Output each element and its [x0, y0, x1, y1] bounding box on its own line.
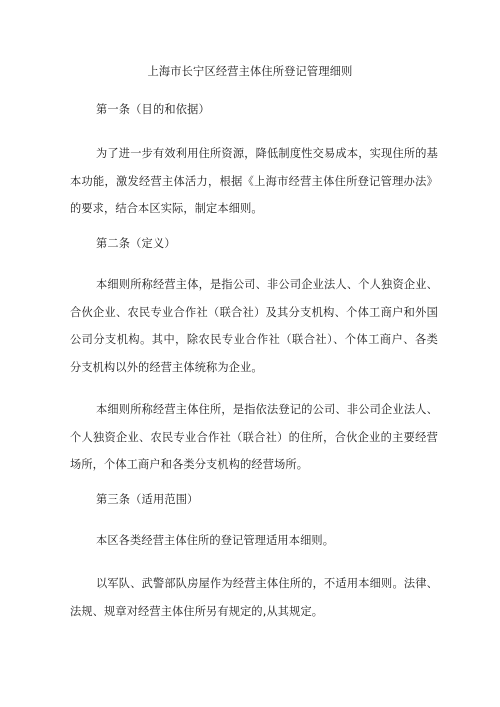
article-1-paragraph-1: 为了进一步有效利用住所资源，降低制度性交易成本，实现住所的基本功能，激发经营主体活力，根据《上海市经营主体住所登记管理办法》的要求，结合本区实际，制定本细则。	[70, 147, 438, 216]
article-3-heading: 第三条（适用范围）	[96, 493, 199, 506]
article-3-paragraph-2: 以军队、武警部队房屋作为经营主体住所的，不适用本细则。法律、法规、规章对经营主体住所另有规定的,从其规定。	[70, 577, 438, 618]
document-title: 上海市长宁区经营主体住所登记管理细则	[147, 65, 353, 78]
article-1-heading: 第一条（目的和依据）	[96, 103, 210, 116]
article-2-paragraph-2: 本细则所称经营主体住所，是指依法登记的公司、非公司企业法人、个人独资企业、农民专业合作社（联合社）的住所，合伙企业的主要经营场所，个体工商户和各类分支机构的经营场所。	[70, 403, 438, 472]
article-3-paragraph-1: 本区各类经营主体住所的登记管理适用本细则。	[96, 534, 335, 547]
article-2-heading: 第二条（定义）	[96, 237, 176, 250]
article-2-paragraph-1: 本细则所称经营主体，是指公司、非公司企业法人、个人独资企业、合伙企业、农民专业合作社（联合社）及其分支机构、个体工商户和外国公司分支机构。其中，除农民专业合作社（联合社）、个体工商户、各类分支机构以外的经营主体统称为企业。	[70, 278, 438, 374]
